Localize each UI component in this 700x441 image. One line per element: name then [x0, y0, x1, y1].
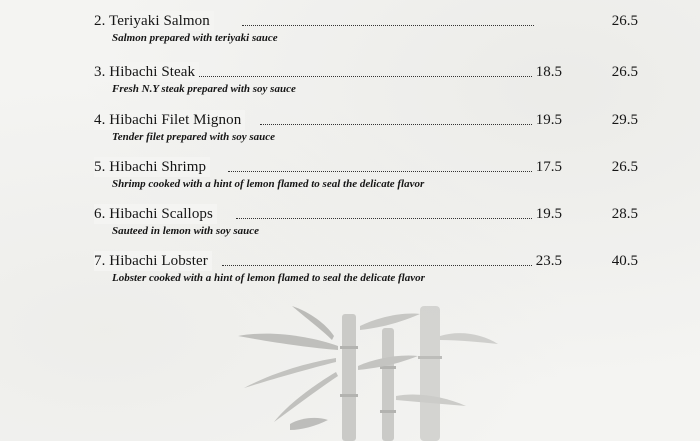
menu-item-hibachi-filet-mignon	[94, 110, 654, 143]
item-name: 5. Hibachi Shrimp	[94, 157, 210, 177]
item-name: 3. Hibachi Steak	[94, 62, 199, 82]
dinner-price: 28.5	[611, 206, 638, 222]
dinner-price: 29.5	[611, 112, 638, 128]
menu-item-hibachi-lobster	[94, 251, 654, 284]
dinner-price: 26.5	[611, 64, 638, 80]
item-name: 6. Hibachi Scallops	[94, 204, 217, 224]
item-name: 7. Hibachi Lobster	[94, 251, 212, 271]
dot-leader	[260, 110, 532, 125]
menu-item-hibachi-steak	[94, 62, 654, 95]
item-name: 2. Teriyaki Salmon	[94, 11, 214, 31]
item-description: Fresh N.Y steak prepared with soy sauce	[112, 83, 296, 95]
lunch-price: 19.5	[535, 112, 562, 128]
bamboo-watermark-icon	[230, 306, 500, 441]
menu-item-hibachi-shrimp	[94, 157, 654, 190]
menu-item-hibachi-scallops	[94, 204, 654, 237]
item-description: Shrimp cooked with a hint of lemon flamed to seal the delicate flavor	[112, 178, 425, 190]
item-description: Tender filet prepared with soy sauce	[112, 131, 276, 143]
dot-leader	[222, 251, 532, 266]
item-description: Sauteed in lemon with soy sauce	[112, 225, 259, 237]
dinner-price: 26.5	[611, 13, 638, 29]
dot-leader	[236, 204, 532, 219]
dinner-price: 40.5	[611, 253, 638, 269]
item-name: 4. Hibachi Filet Mignon	[94, 110, 245, 130]
item-description: Salmon prepared with teriyaki sauce	[112, 32, 278, 44]
dinner-price: 26.5	[611, 159, 638, 175]
dot-leader	[242, 11, 534, 26]
item-description: Lobster cooked with a hint of lemon flamed to seal the delicate flavor	[112, 272, 425, 284]
lunch-price: 19.5	[535, 206, 562, 222]
dot-leader	[228, 157, 532, 172]
lunch-price: 23.5	[535, 253, 562, 269]
lunch-price: 17.5	[535, 159, 562, 175]
dot-leader	[194, 62, 532, 77]
menu-item-teriyaki-salmon	[94, 11, 654, 44]
lunch-price: 18.5	[535, 64, 562, 80]
